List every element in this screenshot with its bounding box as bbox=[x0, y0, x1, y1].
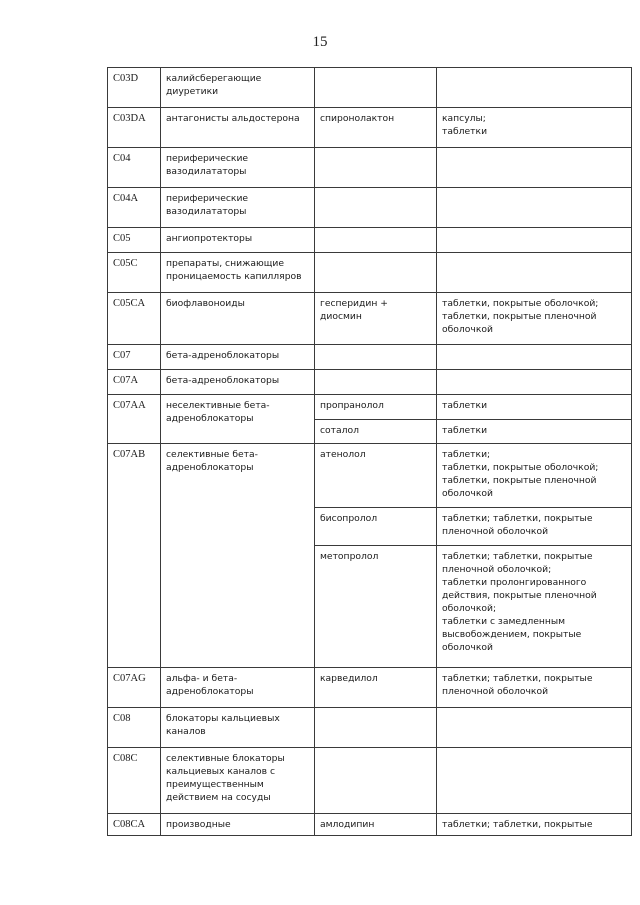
group-name: ангиопротекторы bbox=[161, 228, 315, 253]
table-row bbox=[108, 668, 632, 708]
group-name: препараты, снижающие проницаемость капилляров bbox=[161, 253, 315, 293]
drug-name: бисопролол bbox=[315, 508, 437, 546]
table-row bbox=[108, 293, 632, 345]
table-row bbox=[108, 228, 632, 253]
group-name: производные bbox=[161, 814, 315, 836]
table-row bbox=[108, 253, 632, 293]
group-name: бета-адреноблокаторы bbox=[161, 345, 315, 370]
atc-code: C07AB bbox=[108, 444, 161, 668]
group-name: неселективные бета-адреноблокаторы bbox=[161, 395, 315, 444]
table-row bbox=[108, 395, 632, 420]
group-name: селективные блокаторы кальциевых каналов с преимущественным действием на сосуды bbox=[161, 748, 315, 814]
group-name: калийсберегающие диуретики bbox=[161, 68, 315, 108]
table-row bbox=[108, 188, 632, 228]
atc-code: C03DA bbox=[108, 108, 161, 148]
table-row bbox=[108, 148, 632, 188]
dosage-forms: таблетки; таблетки, покрытые пленочной оболочкой bbox=[437, 668, 632, 708]
drug-classification-table bbox=[107, 67, 632, 836]
dosage-forms bbox=[437, 68, 632, 108]
dosage-forms: таблетки bbox=[437, 395, 632, 420]
drug-name bbox=[315, 228, 437, 253]
dosage-forms: таблетки bbox=[437, 420, 632, 444]
atc-code: C08C bbox=[108, 748, 161, 814]
page-number: 15 bbox=[312, 34, 328, 50]
table-row bbox=[108, 748, 632, 814]
dosage-forms: таблетки; таблетки, покрытые пленочной оболочкой; таблетки пролонгированного действия, покрытые пленочной оболочкой; таблетки с замедленным высвобождением, покрытые оболочкой bbox=[437, 546, 632, 668]
group-name: бета-адреноблокаторы bbox=[161, 370, 315, 395]
dosage-forms: таблетки; таблетки, покрытые оболочкой; таблетки, покрытые пленочной оболочкой bbox=[437, 444, 632, 508]
dosage-forms bbox=[437, 253, 632, 293]
dosage-forms bbox=[437, 370, 632, 395]
atc-code: C07AG bbox=[108, 668, 161, 708]
atc-code: C08CA bbox=[108, 814, 161, 836]
atc-code: C05CA bbox=[108, 293, 161, 345]
atc-code: C03D bbox=[108, 68, 161, 108]
atc-code: C07AA bbox=[108, 395, 161, 444]
drug-name: метопролол bbox=[315, 546, 437, 668]
dosage-forms bbox=[437, 748, 632, 814]
drug-name: спиронолактон bbox=[315, 108, 437, 148]
drug-name bbox=[315, 68, 437, 108]
drug-name bbox=[315, 148, 437, 188]
table-row bbox=[108, 370, 632, 395]
dosage-forms bbox=[437, 708, 632, 748]
dosage-forms: таблетки; таблетки, покрытые bbox=[437, 814, 632, 836]
table-row bbox=[108, 68, 632, 108]
drug-name bbox=[315, 748, 437, 814]
group-name: биофлавоноиды bbox=[161, 293, 315, 345]
atc-code: C04A bbox=[108, 188, 161, 228]
dosage-forms: таблетки, покрытые оболочкой; таблетки, покрытые пленочной оболочкой bbox=[437, 293, 632, 345]
atc-code: C07 bbox=[108, 345, 161, 370]
drug-name: атенолол bbox=[315, 444, 437, 508]
table-row bbox=[108, 345, 632, 370]
atc-code: C05 bbox=[108, 228, 161, 253]
table-row bbox=[108, 444, 632, 508]
drug-name bbox=[315, 370, 437, 395]
dosage-forms bbox=[437, 228, 632, 253]
drug-name bbox=[315, 345, 437, 370]
atc-code: C08 bbox=[108, 708, 161, 748]
group-name: периферические вазодилататоры bbox=[161, 148, 315, 188]
drug-name bbox=[315, 188, 437, 228]
drug-name: гесперидин + диосмин bbox=[315, 293, 437, 345]
atc-code: C07A bbox=[108, 370, 161, 395]
drug-name: карведилол bbox=[315, 668, 437, 708]
atc-code: C05C bbox=[108, 253, 161, 293]
drug-name: амлодипин bbox=[315, 814, 437, 836]
dosage-forms: капсулы; таблетки bbox=[437, 108, 632, 148]
dosage-forms bbox=[437, 148, 632, 188]
table-row bbox=[108, 708, 632, 748]
drug-name bbox=[315, 253, 437, 293]
drug-name bbox=[315, 708, 437, 748]
table-row bbox=[108, 108, 632, 148]
atc-code: C04 bbox=[108, 148, 161, 188]
group-name: блокаторы кальциевых каналов bbox=[161, 708, 315, 748]
group-name: антагонисты альдостерона bbox=[161, 108, 315, 148]
group-name: периферические вазодилататоры bbox=[161, 188, 315, 228]
drug-name: пропранолол bbox=[315, 395, 437, 420]
table-row bbox=[108, 814, 632, 836]
drug-name: соталол bbox=[315, 420, 437, 444]
dosage-forms bbox=[437, 188, 632, 228]
group-name: селективные бета-адреноблокаторы bbox=[161, 444, 315, 668]
dosage-forms: таблетки; таблетки, покрытые пленочной оболочкой bbox=[437, 508, 632, 546]
group-name: альфа- и бета-адреноблокаторы bbox=[161, 668, 315, 708]
dosage-forms bbox=[437, 345, 632, 370]
